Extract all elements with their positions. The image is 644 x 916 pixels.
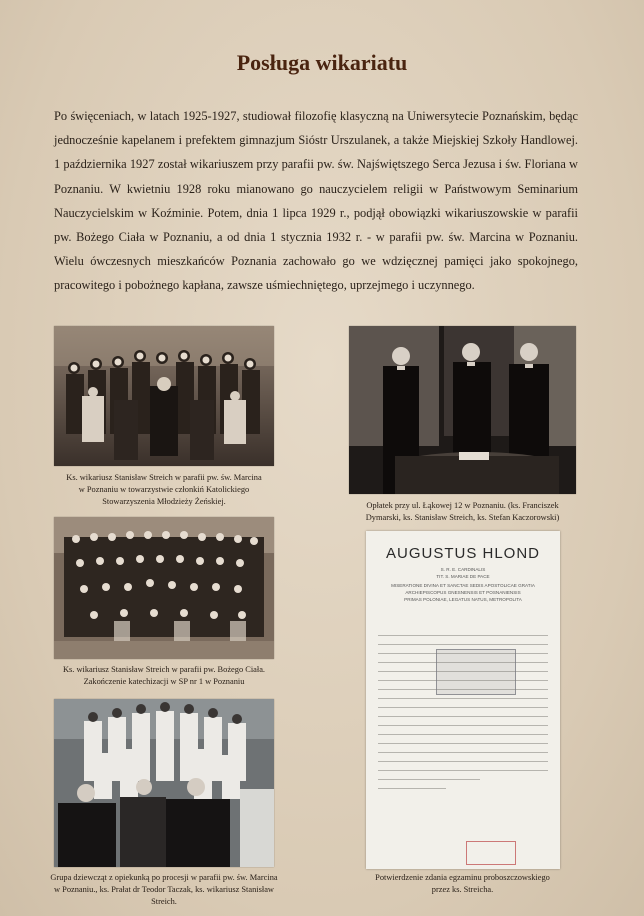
- body-paragraph: Po święceniach, w latach 1925-1927, studiował filozofię klasyczną na Uniwersytecie Poznańskim, będąc jednocześnie kapelanem i prefektem gimnazjum Sióstr Urszulanek, a także Miejskiej Szkoły Handlowej. 1 października 1927 został wikariuszem przy parafii pw. św. Najświętszego Serca Jezusa i św. Floriana w Poznaniu. W kwietniu 1928 roku mianowano go nauczycielem religii w Państwowym Seminarium Nauczycielskim w Koźminie. Potem, dnia 1 lipca 1929 r., podjął obowiązki wikariuszowskie w parafii pw. Bożego Ciała w Poznaniu, a od dnia 1 stycznia 1932 r. - w parafii pw. św. Marcina w Poznaniu. Wielu ówczesnych mieszkańców Poznania zachowało go we wdzięcznej pamięci jako spokojnego, pracowitego i pobożnego kapłana, zawsze uśmiechniętego, uprzejmego i uczynnego.: [54, 109, 578, 293]
- document-red-stamp: [466, 841, 516, 865]
- caption-photo2: Opłatek przy ul. Łąkowej 12 w Poznaniu. (ks. Franciszek Dymarski, ks. Stanisław Streich, ks. Stefan Kaczorowski): [365, 501, 560, 522]
- caption-document: Potwierdzenie zdania egzaminu proboszczowskiego przez ks. Streicha.: [375, 873, 550, 894]
- photo-oplatek-priests: [349, 326, 576, 494]
- document-heading: AUGUSTUS HLOND: [385, 545, 541, 562]
- document-scan-hlond: AUGUSTUS HLOND S. R. E. CARDINALIS TIT. S. MARIAE DE PACE MISERATIONE DIVINA ET SANCTAE SEDIS APOSTOLICAE GRATIA ARCHIEPISCOPUS GNESNENSIS ET POSNANIENSIS PRIMAS POLONIAE, LEGATUS NATUS, METROPOLITA: [366, 531, 560, 869]
- photo-catechesis-children: [54, 517, 274, 659]
- page-title: Posługa wikariatu: [236, 50, 408, 75]
- caption-photo4: Grupa dziewcząt z opiekunką po procesji w parafii pw. św. Marcina w Poznaniu., ks. Prałat dr Teodor Taczak, ks. wikariusz Stanisław Streich.: [50, 873, 278, 906]
- caption-photo3: Ks. wikariusz Stanisław Streich w parafii pw. Bożego Ciała. Zakończenie katechizacji w SP nr 1 w Poznaniu: [62, 665, 266, 686]
- photo-women-association: [54, 326, 274, 466]
- photo-procession-girls: [54, 699, 274, 867]
- document-stamp: [436, 649, 516, 695]
- caption-photo1: Ks. wikariusz Stanisław Streich w parafii pw. św. Marcina w Poznaniu w towarzystwie członkiń Katolickiego Stowarzyszenia Młodzieży Żeńskiej.: [66, 473, 262, 506]
